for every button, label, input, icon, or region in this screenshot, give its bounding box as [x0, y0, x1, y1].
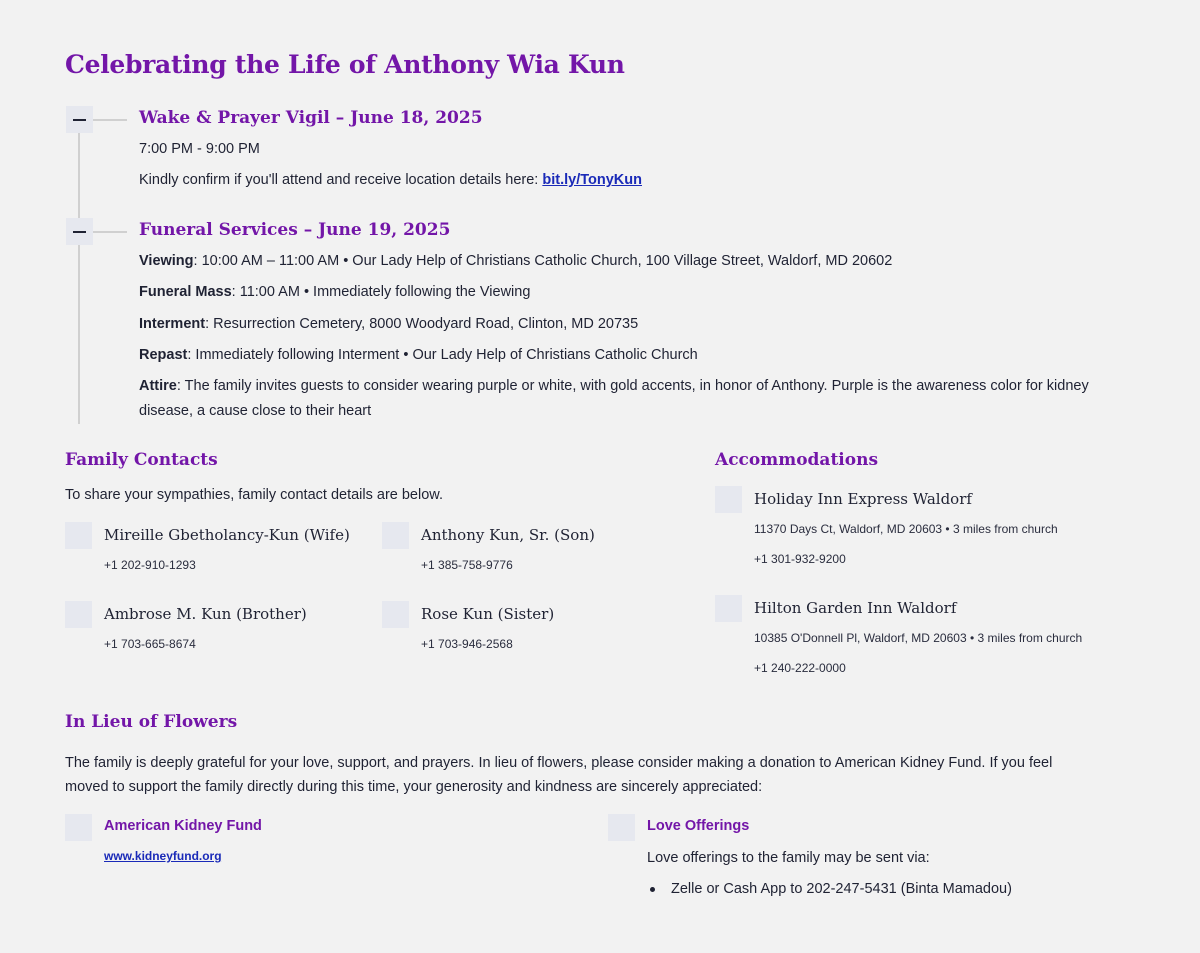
timeline-line — [78, 120, 80, 424]
lieu-title: In Lieu of Flowers — [65, 712, 238, 732]
contact-avatar-icon — [65, 601, 92, 628]
fund-title: American Kidney Fund — [104, 818, 262, 834]
event-title-wake: Wake & Prayer Vigil – June 18, 2025 — [139, 108, 483, 128]
hotel-phone[interactable]: +1 240-222-0000 — [754, 661, 846, 675]
family-contacts-title: Family Contacts — [65, 450, 218, 470]
event-confirm — [139, 168, 642, 193]
contact-name: Ambrose M. Kun (Brother) — [104, 605, 307, 623]
detail-text: : 11:00 AM • Immediately following the Viewing — [231, 284, 531, 300]
contact-phone[interactable]: +1 703-665-8674 — [104, 637, 196, 651]
contact-phone[interactable]: +1 202-910-1293 — [104, 558, 196, 572]
contact-phone[interactable]: +1 703-946-2568 — [421, 637, 513, 651]
fund-link[interactable]: www.kidneyfund.org — [104, 849, 222, 863]
offering-icon — [608, 814, 635, 841]
confirm-text: Kindly confirm if you'll attend and receive location details here: — [139, 172, 543, 188]
hotel-address: 10385 O'Donnell Pl, Waldorf, MD 20603 • 3 miles from church — [754, 631, 1083, 645]
detail-attire — [139, 374, 1089, 399]
detail-text: : The family invites guests to consider wearing purple or white, with gold accents, in honor of Anthony. Purple is the awareness color for kidney — [176, 378, 1089, 394]
family-intro: To share your sympathies, family contact details are below. — [65, 487, 443, 503]
rsvp-link[interactable]: bit.ly/TonyKun — [542, 172, 642, 188]
collapse-minus-icon[interactable] — [66, 218, 93, 245]
detail-label: Funeral Mass — [139, 284, 232, 300]
event-title-funeral: Funeral Services – June 19, 2025 — [139, 220, 451, 240]
event-time: 7:00 PM - 9:00 PM — [139, 141, 260, 157]
detail-label: Interment — [139, 316, 206, 332]
detail-attire-cont: disease, a cause close to their heart — [139, 403, 372, 419]
accommodations-title: Accommodations — [715, 450, 879, 470]
fund-icon — [65, 814, 92, 841]
contact-name: Anthony Kun, Sr. (Son) — [421, 526, 595, 544]
detail-label: Viewing — [139, 253, 194, 269]
hotel-icon — [715, 486, 742, 513]
contact-phone[interactable]: +1 385-758-9776 — [421, 558, 513, 572]
detail-text: : Immediately following Interment • Our Lady Help of Christians Catholic Church — [187, 347, 698, 363]
lieu-text-line1: The family is deeply grateful for your love, support, and prayers. In lieu of flowers, please consider making a donation to American Kidney Fund. If you feel — [65, 755, 1053, 771]
detail-label: Repast — [139, 347, 188, 363]
detail-label: Attire — [139, 378, 177, 394]
timeline-connector — [93, 119, 127, 121]
detail-viewing — [139, 249, 892, 274]
collapse-minus-icon[interactable] — [66, 106, 93, 133]
timeline-connector — [93, 231, 127, 233]
hotel-icon — [715, 595, 742, 622]
contact-name: Rose Kun (Sister) — [421, 605, 555, 623]
hotel-phone[interactable]: +1 301-932-9200 — [754, 552, 846, 566]
page-title: Celebrating the Life of Anthony Wia Kun — [65, 50, 625, 79]
lieu-text-line2: moved to support the family directly during this time, your generosity and kindness are sincerely appreciated: — [65, 779, 763, 795]
offering-text: Love offerings to the family may be sent via: — [647, 850, 930, 866]
bullet-icon — [650, 887, 655, 892]
hotel-name: Holiday Inn Express Waldorf — [754, 490, 972, 508]
hotel-address: 11370 Days Ct, Waldorf, MD 20603 • 3 miles from church — [754, 522, 1058, 536]
detail-interment — [139, 312, 638, 337]
contact-name: Mireille Gbetholancy-Kun (Wife) — [104, 526, 350, 544]
hotel-name: Hilton Garden Inn Waldorf — [754, 599, 957, 617]
contact-avatar-icon — [65, 522, 92, 549]
detail-text: : Resurrection Cemetery, 8000 Woodyard Road, Clinton, MD 20735 — [205, 316, 639, 332]
detail-mass — [139, 280, 530, 305]
offering-title: Love Offerings — [647, 818, 750, 834]
offering-item: Zelle or Cash App to 202-247-5431 (Binta Mamadou) — [671, 881, 1012, 897]
contact-avatar-icon — [382, 522, 409, 549]
contact-avatar-icon — [382, 601, 409, 628]
detail-repast — [139, 343, 698, 368]
detail-text: : 10:00 AM – 11:00 AM • Our Lady Help of Christians Catholic Church, 100 Village Street, Waldorf, MD 20602 — [193, 253, 893, 269]
